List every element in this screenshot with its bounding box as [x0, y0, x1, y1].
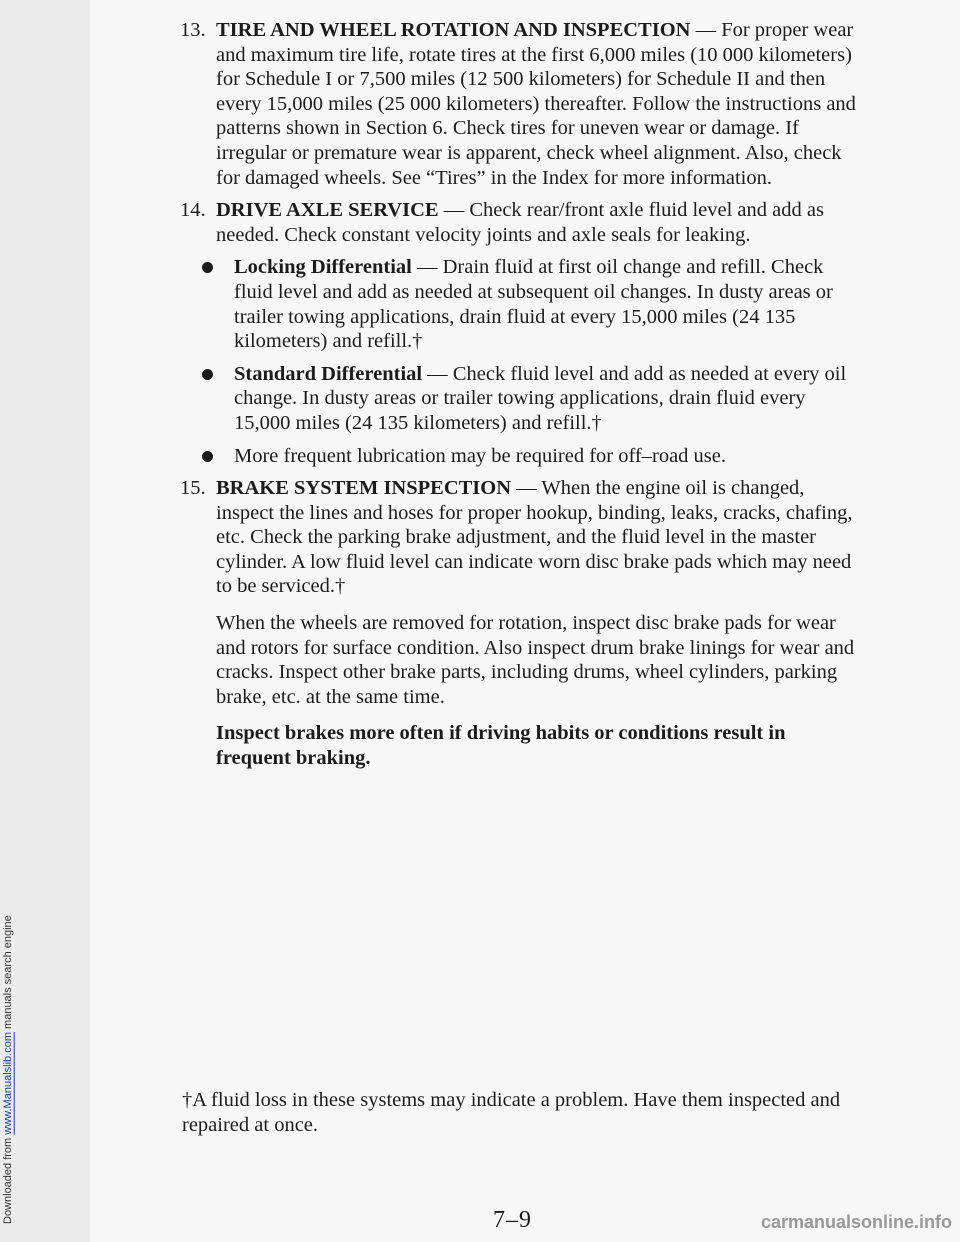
item-heading: TIRE AND WHEEL ROTATION AND INSPECTION	[216, 19, 691, 41]
bullet-heading: Standard Differential	[234, 362, 423, 385]
manualslib-link[interactable]: www.Manualslib.com	[2, 1032, 14, 1135]
item-heading: BRAKE SYSTEM INSPECTION	[216, 477, 512, 500]
item-text: — When the engine oil is changed, inspect the lines and hoses for proper hookup, binding, leaks, cracks, chafing, etc. Check the parking brake adjustment, and the fluid level in the master cylinder. A low fluid level can indicate worn disc brake pads which may need to be serviced.†	[216, 477, 853, 598]
page-content	[180, 18, 860, 779]
item-text: — For proper wear and maximum tire life, rotate tires at the first 6,000 miles (10 000 kilometers) for Schedule I or 7,500 miles (12 500 kilometers) for Schedule II and then every 15,000 miles (25 000 kilometers) thereafter. Follow the instructions and patterns shown in Section 6. Check tires for uneven wear or damage. If irregular or premature wear is apparent, check wheel alignment. Also, check for damaged wheels. See “Tires” in the Index for more information.	[216, 19, 856, 189]
maintenance-item-15	[180, 476, 860, 771]
bullet-standard-differential	[180, 362, 860, 436]
maintenance-item-13	[180, 18, 860, 190]
download-source-label	[2, 14, 38, 1224]
bullet-text: — Check fluid level and add as needed at every oil change. In dusty areas or trailer towing applications, drain fluid every 15,000 miles (24 135 kilometers) and refill.†	[234, 362, 847, 434]
download-source-prefix: Downloaded from	[2, 1134, 14, 1224]
item-text: — Check rear/front axle fluid level and add as needed. Check constant velocity joints and axle seals for leaking.	[216, 199, 824, 246]
download-source-suffix: manuals search engine	[2, 915, 14, 1033]
bullet-icon	[202, 369, 213, 380]
bullet-icon	[202, 262, 213, 273]
item-number: 15.	[180, 477, 206, 500]
brake-emphasis: Inspect brakes more often if driving habits or conditions result in frequent braking.	[216, 722, 786, 770]
watermark: carmanualsonline.info	[760, 1212, 952, 1232]
bullet-text: More frequent lubrication may be required for off–road use.	[234, 444, 727, 467]
bullet-text: — Drain fluid at first oil change and refill. Check fluid level and add as needed at subsequent oil changes. In dusty areas or trailer towing applications, drain fluid at every 15,000 miles (24 135 kilometers) and refill.†	[234, 256, 833, 353]
maintenance-item-14	[180, 198, 860, 247]
brake-paragraph: When the wheels are removed for rotation, inspect disc brake pads for wear and rotors for surface condition. Also inspect drum brake linings for wear and cracks. Inspect other brake parts, including drums, wheel cylinders, parking brake, etc. at the same time.	[216, 612, 855, 708]
bullet-off-road-lubrication	[180, 444, 860, 469]
drive-axle-bullet-list	[180, 255, 860, 468]
footnote: †A fluid loss in these systems may indicate a problem. Have them inspected and repaired at once.	[182, 1089, 841, 1136]
item-number: 14.	[180, 199, 206, 222]
item-number: 13.	[180, 19, 206, 41]
bullet-locking-differential	[180, 255, 860, 353]
item-heading: DRIVE AXLE SERVICE	[216, 199, 439, 222]
bullet-heading: Locking Differential	[234, 256, 412, 279]
page-number: 7–9	[493, 1207, 532, 1233]
bullet-icon	[202, 451, 213, 462]
